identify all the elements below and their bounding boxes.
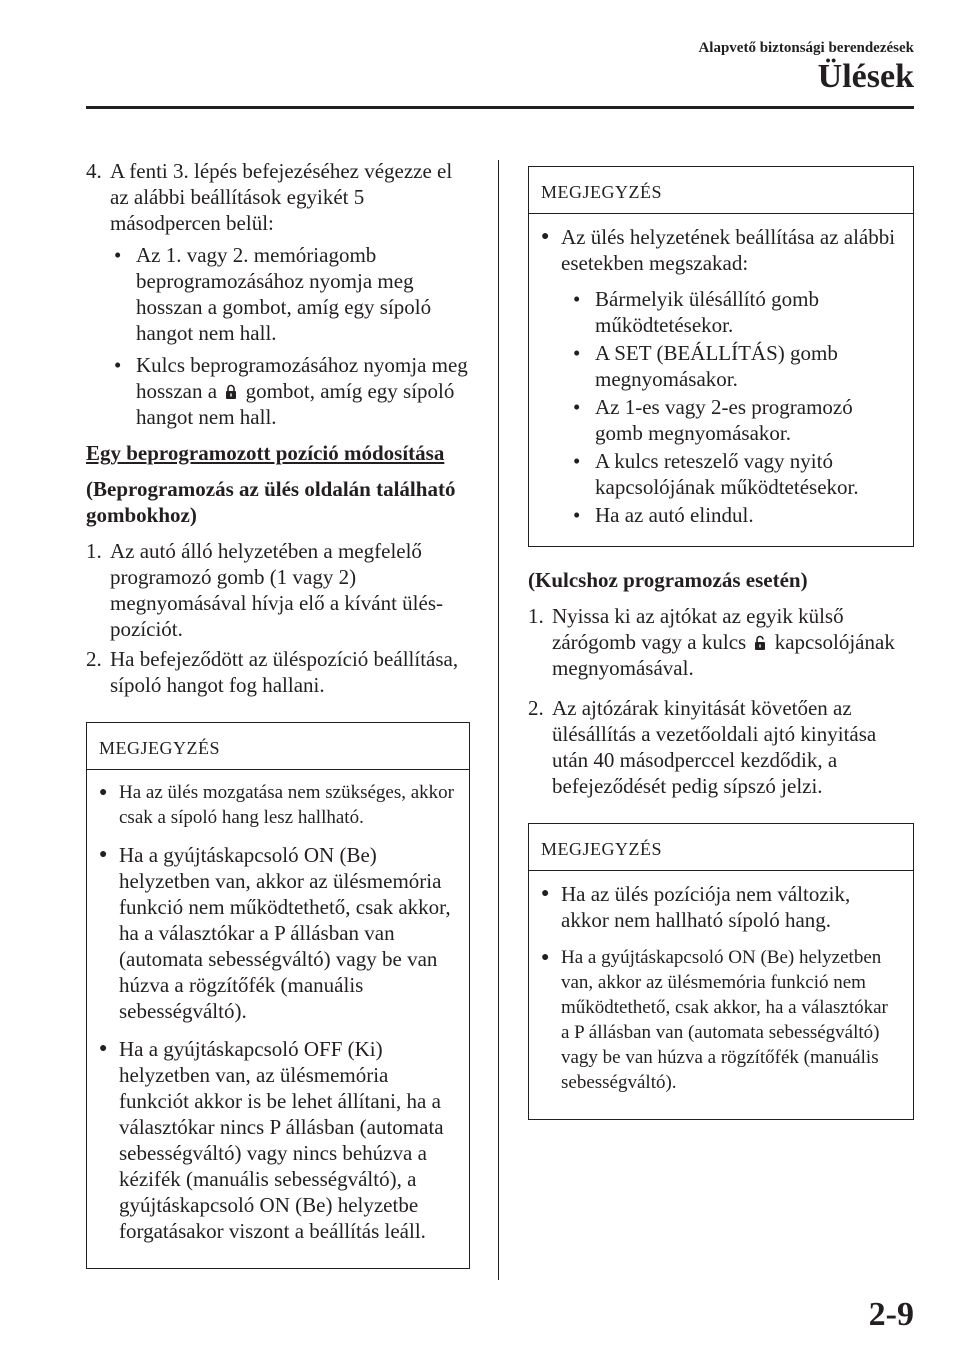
note-body bbox=[529, 214, 913, 546]
header-section: Alapvető biztonsági berendezések bbox=[698, 40, 914, 56]
bullet: • bbox=[573, 503, 581, 527]
header-rule bbox=[86, 106, 914, 109]
note-body bbox=[529, 871, 913, 1119]
note-item-text: Ha a gyújtáskapcsoló ON (Be) helyzetben van, akkor az ülésmemória funkció nem működtethető, csak akkor, ha a választókar a P állásban van (automata sebességváltó) vagy be van húzva a rögzítőfék (manuális sebességváltó). bbox=[561, 947, 888, 1093]
list-item-text: A kulcs reteszelő vagy nyitó kapcsolójának működtetésekor. bbox=[595, 449, 859, 499]
bullet: • bbox=[573, 287, 581, 311]
note-item-text: Ha az ülés pozíciója nem változik, akkor nem hallható sípoló hang. bbox=[561, 882, 851, 932]
step-number: 2. bbox=[528, 696, 544, 720]
bullet: ● bbox=[99, 847, 108, 862]
lock-icon bbox=[225, 384, 237, 400]
step-1 bbox=[528, 603, 914, 681]
left-column bbox=[86, 158, 470, 1269]
note-item bbox=[99, 842, 457, 1024]
step-4-options bbox=[110, 242, 470, 430]
list-item bbox=[110, 242, 470, 346]
list-item bbox=[110, 352, 470, 430]
bullet: • bbox=[573, 341, 581, 365]
list-item-text: Ha az autó elindul. bbox=[595, 503, 754, 527]
list-item bbox=[569, 502, 901, 528]
step-1 bbox=[86, 538, 470, 642]
step-text: A fenti 3. lépés befejezéséhez végezze el az alábbi beállítások egyikét 5 másodpercen belül: bbox=[110, 159, 453, 235]
step-text bbox=[552, 603, 914, 681]
list-item bbox=[569, 448, 901, 500]
note-item bbox=[541, 945, 901, 1095]
bullet: ● bbox=[541, 229, 550, 244]
step-number: 2. bbox=[86, 647, 102, 671]
bullet: • bbox=[114, 243, 122, 267]
step-2 bbox=[528, 695, 914, 799]
list-item-text: Bármelyik ülésállító gomb működtetésekor. bbox=[595, 287, 819, 337]
note-item bbox=[541, 224, 901, 530]
section-title: Egy beprogramozott pozíció módosítása bbox=[86, 441, 445, 465]
note-heading: MEGJEGYZÉS bbox=[87, 723, 469, 770]
list-item bbox=[569, 340, 901, 392]
page-title: Ülések bbox=[817, 58, 914, 95]
note-heading: MEGJEGYZÉS bbox=[529, 824, 913, 871]
note-item bbox=[99, 780, 457, 830]
note-item-text: Ha a gyújtáskapcsoló OFF (Ki) helyzetben van, az ülésmemória funkciót akkor is be lehet állítani, ha a választókar nincs P állásban (automata sebességváltó) vagy nincs behúzva a kézifék (manuális sebességváltó), a gyújtáskapcsoló ON (Be) helyzetbe forgatásakor viszont a beállítás leáll. bbox=[119, 1037, 444, 1243]
page-number: 2-9 bbox=[868, 1296, 914, 1333]
subheading: (Beprogramozás az ülés oldalán található gombokhoz) bbox=[86, 477, 456, 527]
bullet: • bbox=[114, 353, 122, 377]
note-sublist bbox=[569, 286, 901, 528]
unlock-icon bbox=[754, 635, 766, 651]
note-item bbox=[99, 1036, 457, 1244]
note-heading: MEGJEGYZÉS bbox=[529, 167, 913, 214]
step-2 bbox=[86, 646, 470, 698]
list-item-text bbox=[136, 352, 470, 430]
list-item-text: Az 1. vagy 2. memóriagomb beprogramozásához nyomja meg hosszan a gombot, amíg egy sípoló hangot nem hall. bbox=[136, 243, 432, 345]
list-item-text: Az 1-es vagy 2-es programozó gomb megnyomásakor. bbox=[595, 395, 853, 445]
note-box bbox=[86, 722, 470, 1269]
note-item-text bbox=[561, 224, 901, 530]
step-number: 1. bbox=[528, 604, 544, 628]
bullet: • bbox=[573, 449, 581, 473]
step-text-post: kapcsolójának megnyomásával. bbox=[552, 630, 895, 680]
step-text-pre: Nyissa ki az ajtókat az egyik külső zárógomb vagy a kulcs bbox=[552, 604, 844, 654]
right-column bbox=[528, 166, 914, 1120]
bullet: • bbox=[573, 395, 581, 419]
column-divider bbox=[498, 160, 499, 1280]
list-item bbox=[569, 286, 901, 338]
note-item bbox=[541, 881, 901, 933]
note-body bbox=[87, 770, 469, 1268]
subheading: (Kulcshoz programozás esetén) bbox=[528, 568, 808, 592]
bullet: ● bbox=[541, 950, 550, 965]
step-text: Az ajtózárak kinyitását követően az ülésállítás a vezetőoldali ajtó kinyitása után 40 másodperccel kezdődik, a befejeződését pedig sípszó jelzi. bbox=[552, 696, 877, 798]
list-item-text-pre: Kulcs beprogramozásához nyomja meg hosszan a bbox=[136, 353, 468, 403]
bullet: ● bbox=[99, 1041, 108, 1056]
step-number: 1. bbox=[86, 539, 102, 563]
note-intro: Az ülés helyzetének beállítása az alábbi esetekben megszakad: bbox=[561, 225, 896, 275]
step-4 bbox=[86, 158, 470, 236]
step-text: Ha befejeződött az üléspozíció beállítása, sípoló hangot fog hallani. bbox=[110, 647, 459, 697]
list-item bbox=[569, 394, 901, 446]
note-item-text: Ha az ülés mozgatása nem szükséges, akkor csak a sípoló hang lesz hallható. bbox=[119, 782, 455, 828]
list-item-text: A SET (BEÁLLÍTÁS) gomb megnyomásakor. bbox=[595, 341, 838, 391]
note-box bbox=[528, 823, 914, 1120]
step-number: 4. bbox=[86, 159, 102, 183]
note-item-text: Ha a gyújtáskapcsoló ON (Be) helyzetben van, akkor az ülésmemória funkció nem működtethető, csak akkor, ha a választókar a P állásban van (automata sebességváltó) vagy be van húzva a rögzítőfék (manuális sebességváltó). bbox=[119, 843, 451, 1023]
step-text: Az autó álló helyzetében a megfelelő programozó gomb (1 vagy 2) megnyomásával hívja elő a kívánt üléspozíciót. bbox=[110, 539, 443, 641]
note-box bbox=[528, 166, 914, 547]
bullet: ● bbox=[99, 785, 108, 800]
bullet: ● bbox=[541, 886, 550, 901]
list-item-text-post: gombot, amíg egy sípoló hangot nem hall. bbox=[136, 379, 455, 429]
